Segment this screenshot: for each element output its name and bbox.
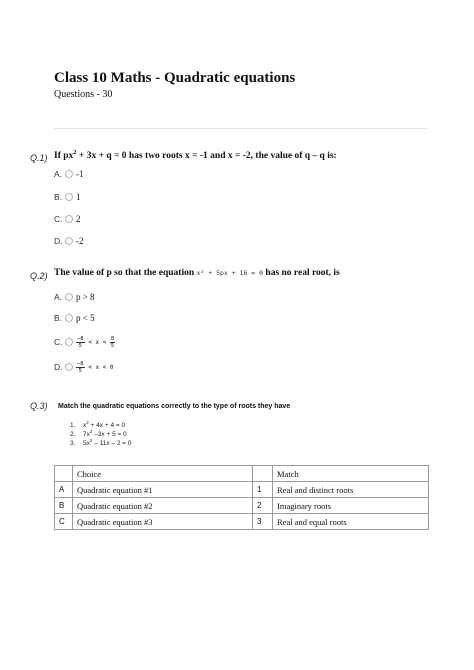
header-divider	[54, 128, 427, 129]
eq-pre: x	[83, 422, 87, 430]
radio-button[interactable]	[65, 338, 73, 346]
option-text: 1	[76, 192, 81, 202]
list-number: 1.	[70, 422, 76, 430]
row-number: 2	[253, 498, 273, 514]
match-cell: Imaginary roots	[273, 498, 429, 514]
option-text: 2	[76, 214, 81, 224]
option-letter: B.	[54, 192, 63, 202]
eq-post: –3x + 5 = 0	[92, 431, 127, 439]
option-letter: A.	[54, 292, 63, 302]
option-letter: D.	[54, 362, 63, 372]
option-letter: C.	[54, 337, 63, 347]
radio-button[interactable]	[65, 314, 73, 322]
q1-option-d[interactable]	[54, 234, 84, 248]
choice-cell: Quadratic equation #3	[73, 514, 253, 530]
row-number: 3	[253, 514, 273, 530]
fraction-denominator: 5	[78, 367, 82, 374]
list-item	[70, 429, 131, 438]
q1-option-a[interactable]	[54, 167, 84, 181]
option-text: p < 5	[76, 313, 95, 323]
option-letter: A.	[54, 169, 63, 179]
eq-sup: 2	[89, 438, 93, 443]
radio-button[interactable]	[65, 215, 73, 223]
option-text: -1	[76, 169, 84, 179]
table-header-row	[55, 466, 429, 482]
q2-text-pre: The value of p so that the equation	[54, 268, 197, 278]
fraction-left	[76, 361, 85, 374]
question-2-text	[54, 268, 340, 278]
match-cell: Real and distinct roots	[273, 482, 429, 498]
radio-button[interactable]	[65, 293, 73, 301]
option-text: -2	[76, 236, 84, 246]
table-row	[55, 482, 429, 498]
row-letter: B	[55, 498, 73, 514]
page-title: Class 10 Maths - Quadratic equations	[54, 70, 296, 86]
q1-text-post: + 3x + q = 0 has two roots x = -1 and x = -2, the value of q – q is:	[76, 151, 337, 162]
radio-button[interactable]	[65, 237, 73, 245]
equation-list	[70, 420, 131, 447]
q2-option-b[interactable]	[54, 311, 95, 325]
fraction-numerator: 8	[110, 335, 115, 342]
table-row	[55, 498, 429, 514]
fraction-denominator: 5	[78, 342, 82, 349]
inequality-middle: < x <	[84, 338, 110, 346]
choice-cell: Quadratic equation #2	[73, 498, 253, 514]
fraction-denominator: 5	[110, 342, 115, 349]
q2-equation: x² + 5px + 16 = 0	[196, 269, 264, 277]
q2-option-a[interactable]	[54, 290, 95, 304]
question-3-text: Match the quadratic equations correctly to the type of roots they have	[58, 403, 291, 410]
q1-option-b[interactable]	[54, 190, 81, 204]
list-item	[70, 438, 131, 447]
list-number: 2.	[70, 431, 76, 439]
list-number: 3.	[70, 440, 76, 448]
question-1-text	[54, 149, 337, 161]
row-letter: A	[55, 482, 73, 498]
row-letter: C	[55, 514, 73, 530]
eq-pre: 5x	[83, 440, 90, 448]
eq-post: – 11x – 2 = 0	[92, 440, 132, 448]
row-number: 1	[253, 482, 273, 498]
q2-text-post: has no real root, is	[263, 268, 340, 278]
match-table	[54, 465, 429, 530]
fraction-left	[76, 336, 85, 349]
q1-option-c[interactable]	[54, 212, 81, 226]
question-3-number: Q.3)	[30, 401, 48, 411]
eq-sup: 2	[89, 429, 93, 434]
choice-cell: Quadratic equation #1	[73, 482, 253, 498]
match-cell: Real and equal roots	[273, 514, 429, 530]
q1-text-sup: 2	[73, 149, 77, 156]
option-letter: D.	[54, 236, 63, 246]
eq-pre: 7x	[83, 431, 90, 439]
header-empty-cell	[55, 466, 73, 482]
eq-sup: 2	[86, 420, 89, 425]
fraction-numerator: −8	[77, 360, 84, 367]
inequality-middle: < x < 0	[84, 363, 114, 371]
page-subtitle: Questions - 30	[54, 89, 113, 100]
q1-text-pre: If px	[54, 151, 74, 162]
table-row	[55, 514, 429, 530]
radio-button[interactable]	[65, 170, 73, 178]
fraction-numerator: −8	[77, 335, 84, 342]
list-item	[70, 420, 131, 429]
option-letter: B.	[54, 313, 63, 323]
eq-post: + 4x + 4 = 0	[88, 422, 126, 430]
option-letter: C.	[54, 214, 63, 224]
match-header: Match	[273, 466, 429, 482]
question-2-number: Q.2)	[30, 271, 48, 281]
q2-option-c[interactable]	[54, 333, 115, 351]
header-empty-cell	[253, 466, 273, 482]
fraction-right	[110, 336, 115, 349]
question-1-number: Q.1)	[30, 153, 48, 163]
radio-button[interactable]	[65, 193, 73, 201]
radio-button[interactable]	[65, 363, 73, 371]
q2-option-d[interactable]	[54, 358, 114, 376]
choice-header: Choice	[73, 466, 253, 482]
option-text: p > 8	[76, 292, 95, 302]
